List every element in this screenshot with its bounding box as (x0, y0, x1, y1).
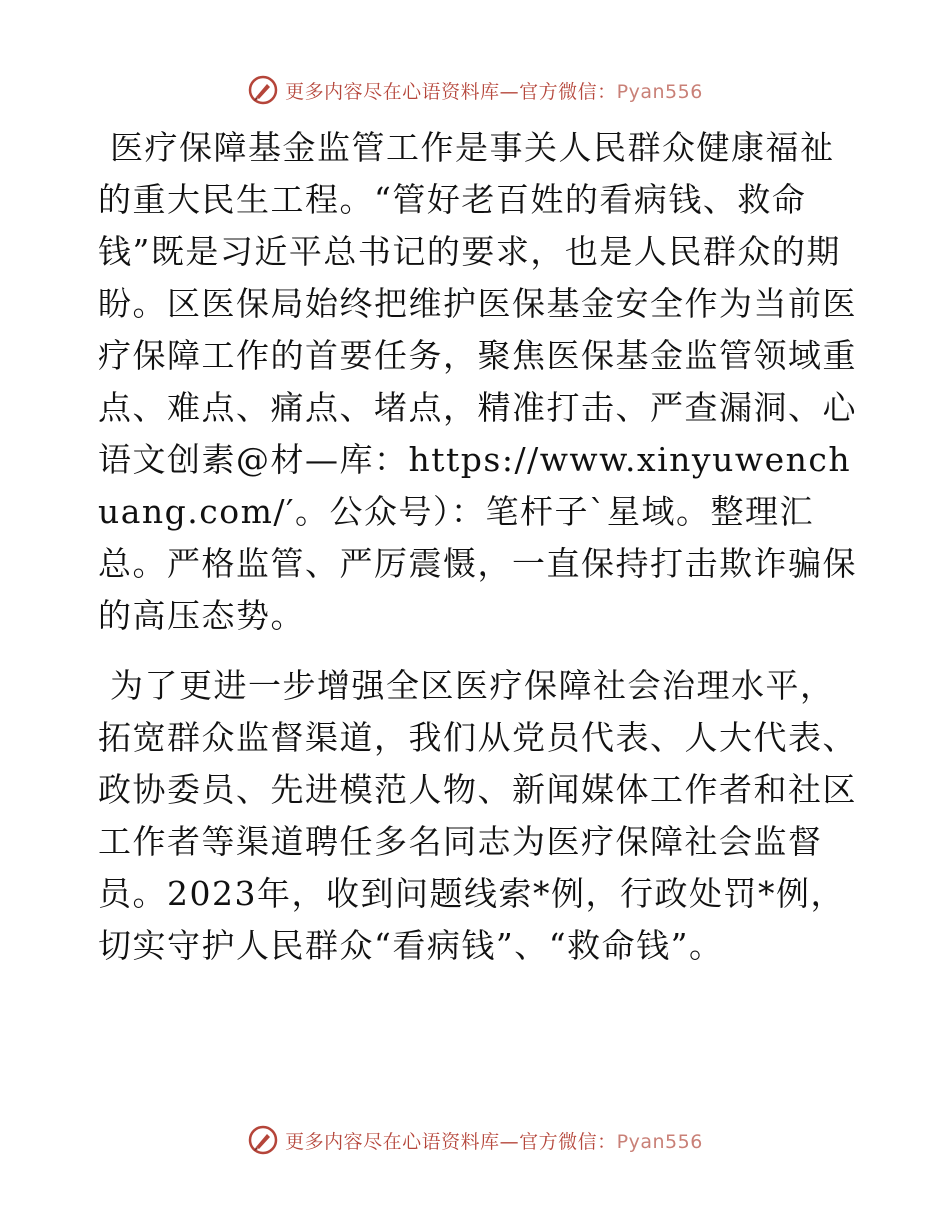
footer-banner (0, 1120, 950, 1160)
header-banner (0, 70, 950, 110)
paragraph-1: 医疗保障基金监管工作是事关人民群众健康福祉的重大民生工程。“管好老百姓的看病钱、救命钱”既是习近平总书记的要求，也是人民群众的期盼。区医保局始终把维护医保基金安全作为当前医疗保障工作的首要任务，聚焦医保基金监管领域重点、难点、痛点、堵点，精准打击、严查漏洞、心语文创素@材—库：https://www.xinyuwenchuang.com/′。公众号）：笔杆子`星域。整理汇总。严格监管、严厉震慑，一直保持打击欺诈骗保的高压态势。 (98, 128, 857, 635)
document-body (98, 122, 858, 972)
pen-circle-logo-icon (247, 74, 279, 106)
header-banner-text: 更多内容尽在心语资料库—官方微信：Pyan556 (285, 80, 703, 103)
paragraph-2: 为了更进一步增强全区医疗保障社会治理水平，拓宽群众监督渠道，我们从党员代表、人大代表、政协委员、先进模范人物、新闻媒体工作者和社区工作者等渠道聘任多名同志为医疗保障社会监督员。2023年，收到问题线索*例，行政处罚*例，切实守护人民群众“看病钱”、“救命钱”。 (98, 666, 857, 965)
pen-circle-logo-icon (247, 1124, 279, 1156)
footer-banner-text: 更多内容尽在心语资料库—官方微信：Pyan556 (285, 1130, 703, 1153)
